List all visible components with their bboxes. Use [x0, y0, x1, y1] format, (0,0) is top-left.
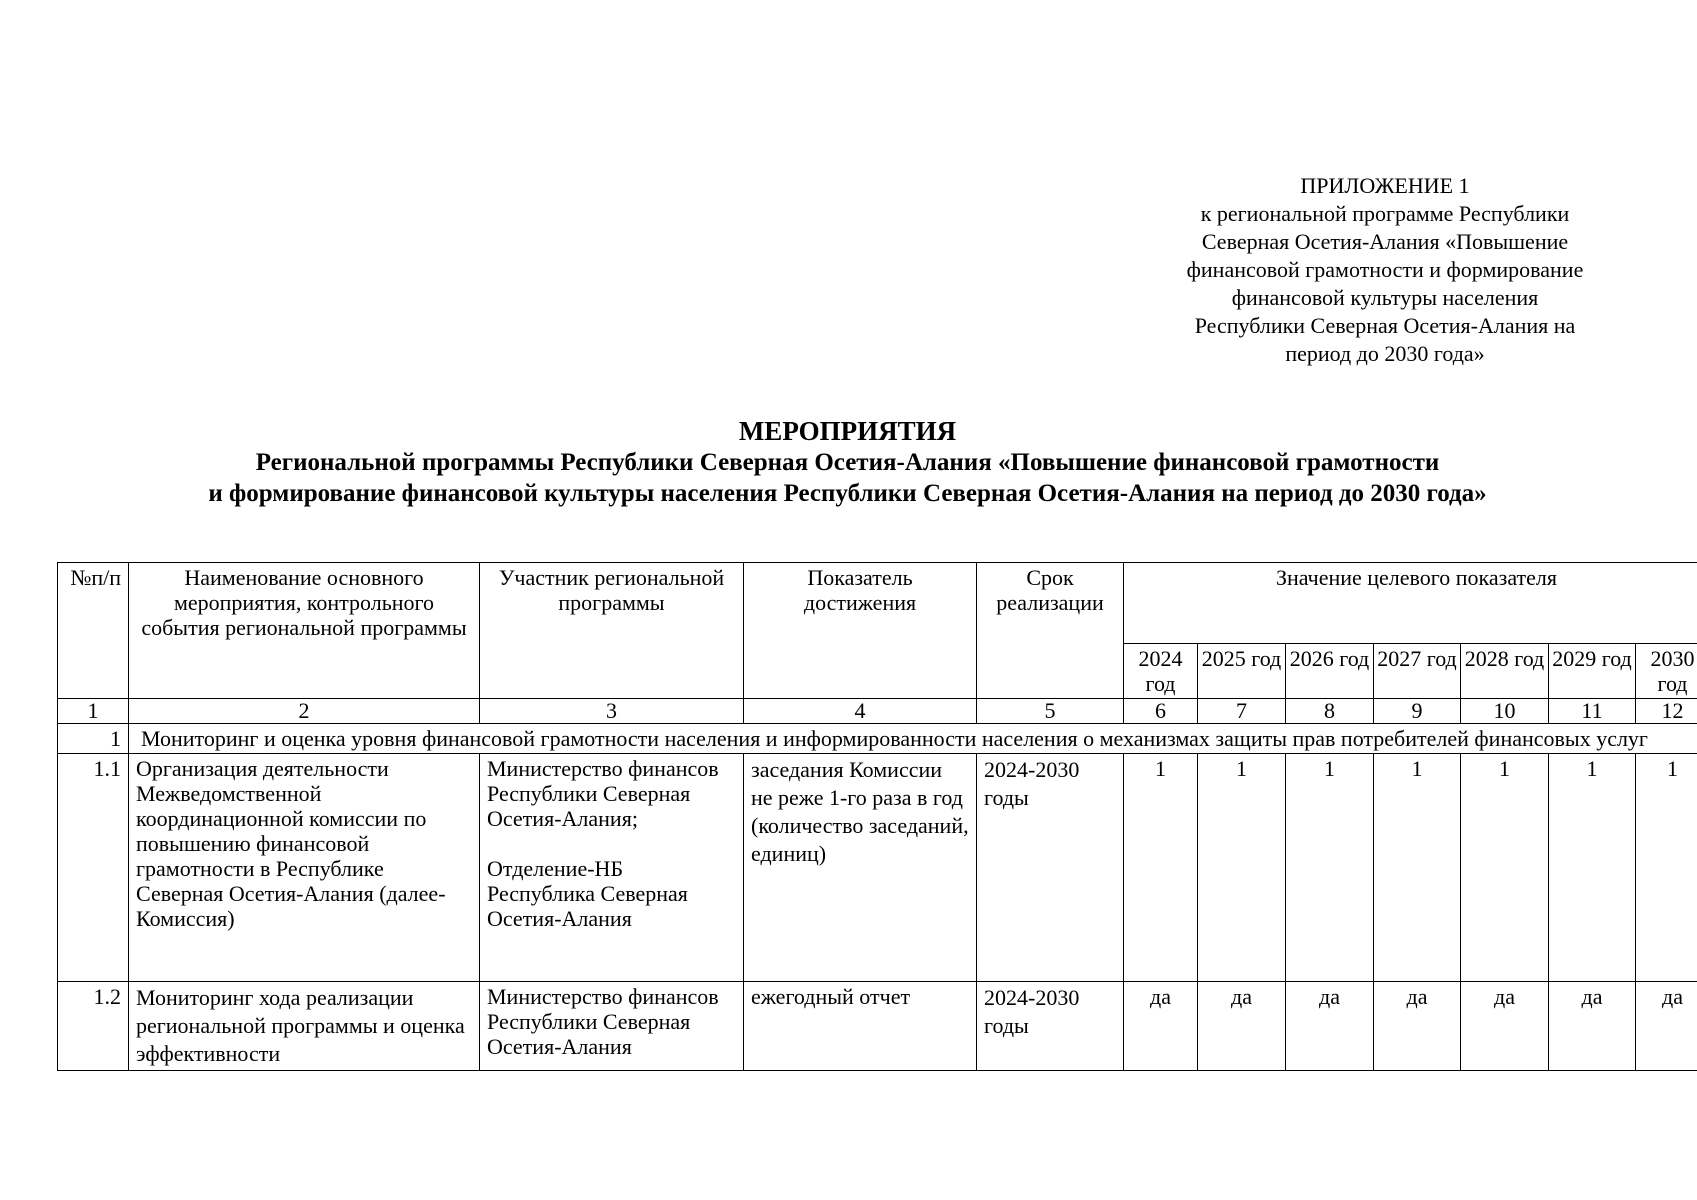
- column-number: 1: [58, 699, 129, 724]
- row-value: да: [1286, 982, 1374, 1071]
- column-number: 8: [1286, 699, 1374, 724]
- row-value: да: [1124, 982, 1198, 1071]
- column-numbers-row: [58, 699, 1697, 724]
- row-name: Мониторинг хода реализации региональной программы и оценка эффективности: [129, 982, 480, 1071]
- row-participant: [480, 754, 744, 982]
- row-value: 1: [1286, 754, 1374, 982]
- participant-line: Отделение-НБ Республика Северная Осетия-Алания: [487, 856, 688, 931]
- row-value: да: [1374, 982, 1461, 1071]
- row-value: 1: [1636, 754, 1697, 982]
- header-year: 2026 год: [1286, 644, 1374, 699]
- column-number: 6: [1124, 699, 1198, 724]
- appendix-line: Северная Осетия-Алания «Повышение: [1201, 229, 1569, 254]
- row-value: да: [1636, 982, 1697, 1071]
- row-name: Организация деятельности Межведомственной координационной комиссии по повышению финансовой грамотности в Республике Северная Осетия-Алания (далее-Комиссия): [129, 754, 480, 982]
- measures-table: [57, 562, 1697, 1071]
- row-indicator: ежегодный отчет: [744, 982, 977, 1071]
- appendix-line: период до 2030 года»: [1285, 341, 1485, 366]
- row-indicator: заседания Комиссии не реже 1-го раза в год (количество заседаний, единиц): [744, 754, 977, 982]
- header-name: Наименование основного мероприятия, контрольного события региональной программы: [129, 563, 480, 699]
- header-participant: Участник региональной программы: [480, 563, 744, 699]
- appendix-line: финансовой грамотности и формирование: [1186, 257, 1584, 282]
- section-row: [58, 724, 1697, 754]
- column-number: 5: [977, 699, 1124, 724]
- column-number: 2: [129, 699, 480, 724]
- row-value: да: [1198, 982, 1286, 1071]
- title-line: и формирование финансовой культуры населения Республики Северная Осетия-Алания на период до 2030 года»: [208, 480, 1487, 507]
- column-number: 12: [1636, 699, 1697, 724]
- header-term: Срок реализации: [977, 563, 1124, 699]
- participant-line: Министерство финансов Республики Северная Осетия-Алания;: [487, 756, 719, 831]
- row-term: 2024-2030 годы: [977, 982, 1124, 1071]
- header-indicator: Показатель достижения: [744, 563, 977, 699]
- header-row: [58, 563, 1697, 644]
- header-year: 2025 год: [1198, 644, 1286, 699]
- header-year: 2027 год: [1374, 644, 1461, 699]
- participant-line: Министерство финансов Республики Северная Осетия-Алания: [487, 984, 719, 1059]
- column-number: 11: [1549, 699, 1636, 724]
- row-term: 2024-2030 годы: [977, 754, 1124, 982]
- column-number: 4: [744, 699, 977, 724]
- section-title: Мониторинг и оценка уровня финансовой грамотности населения и информированности населения о механизмах защиты прав потребителей финансовых услуг: [129, 724, 1697, 754]
- column-number: 7: [1198, 699, 1286, 724]
- appendix-line: финансовой культуры населения: [1231, 285, 1539, 310]
- row-value: 1: [1198, 754, 1286, 982]
- row-value: 1: [1461, 754, 1549, 982]
- row-participant: [480, 982, 744, 1071]
- header-num: №п/п: [58, 563, 129, 699]
- title-line: Региональной программы Республики Северная Осетия-Алания «Повышение финансовой грамотности: [255, 449, 1440, 476]
- header-target: Значение целевого показателя: [1124, 563, 1697, 644]
- column-number: 3: [480, 699, 744, 724]
- column-number: 10: [1461, 699, 1549, 724]
- row-value: 1: [1549, 754, 1636, 982]
- header-year: 2024 год: [1124, 644, 1198, 699]
- column-number: 9: [1374, 699, 1461, 724]
- appendix-header: [1140, 172, 1630, 368]
- appendix-line: Республики Северная Осетия-Алания на: [1194, 313, 1576, 338]
- document-title: [60, 416, 1635, 509]
- row-num: 1.2: [58, 982, 129, 1071]
- title-main: МЕРОПРИЯТИЯ: [738, 416, 957, 446]
- row-value: 1: [1374, 754, 1461, 982]
- row-value: 1: [1124, 754, 1198, 982]
- row-value: да: [1461, 982, 1549, 1071]
- row-num: 1.1: [58, 754, 129, 982]
- table-row: [58, 754, 1697, 982]
- section-num: 1: [58, 724, 129, 754]
- header-year: 2029 год: [1549, 644, 1636, 699]
- header-year: 2030 год: [1636, 644, 1697, 699]
- table-row: [58, 982, 1697, 1071]
- appendix-line: ПРИЛОЖЕНИЕ 1: [1300, 173, 1470, 198]
- row-value: да: [1549, 982, 1636, 1071]
- appendix-line: к региональной программе Республики: [1200, 201, 1570, 226]
- header-year: 2028 год: [1461, 644, 1549, 699]
